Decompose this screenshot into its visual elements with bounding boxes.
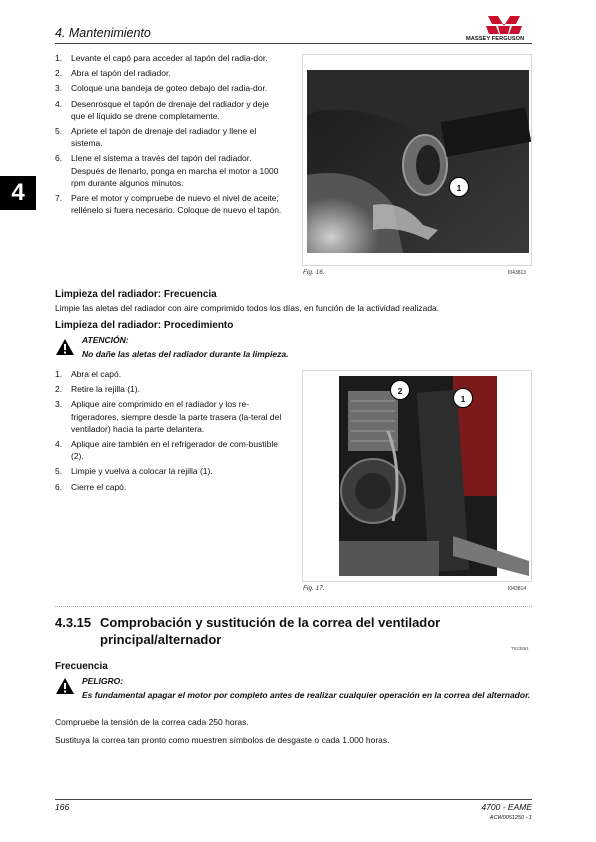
warning-text: No dañe las aletas del radiador durante la limpieza. bbox=[82, 349, 289, 359]
danger-triangle-icon bbox=[55, 677, 75, 695]
document-code: ACW0051250 - 1 bbox=[489, 815, 532, 821]
callout-marker: 1 bbox=[449, 177, 469, 197]
figure-id: I043814 bbox=[508, 586, 527, 592]
radiator-cap-photo bbox=[303, 55, 531, 265]
list-item: 6. Llene el sistema a través del tapón del radiador. Después de llenarlo, ponga en marcha el motor a 1000 rpm durante algunos minutos. bbox=[55, 153, 279, 188]
list-item: 4. Aplique aire también en el refrigerador de com-bustible (2). bbox=[55, 439, 278, 462]
section-title-text: Comprobación y sustitución de la correa del ventilador principal/alternador bbox=[100, 615, 441, 647]
callout-marker: 2 bbox=[390, 380, 410, 400]
callout-marker: 1 bbox=[453, 388, 473, 408]
document-title: 4700 - EAME bbox=[481, 802, 532, 812]
radiator-grille-photo bbox=[303, 371, 531, 581]
cleaning-frequency-heading: Limpieza del radiador: Frecuencia bbox=[55, 289, 217, 300]
cleaning-procedure-heading: Limpieza del radiador: Procedimiento bbox=[55, 320, 234, 331]
footer-divider bbox=[55, 799, 532, 800]
paragraph: Compruebe la tensión de la correa cada 250 horas. bbox=[55, 717, 249, 727]
brand-name: MASSEY FERGUSON bbox=[466, 36, 525, 42]
header-divider bbox=[55, 43, 532, 44]
figure-caption: Fig. 16. bbox=[303, 269, 325, 276]
list-item: 1. Abra el capó. bbox=[55, 369, 122, 379]
reference-id: T023861 bbox=[511, 646, 529, 651]
section-title: 4. Mantenimiento bbox=[55, 26, 151, 40]
list-item: 4. Desenrosque el tapón de drenaje del radiador y deje que el líquido se drene completamente. bbox=[55, 98, 269, 121]
list-item: 7. Pare el motor y compruebe de nuevo el nivel de aceite; rellénelo si fuera necesario. Coloque de nuevo el tapón. bbox=[55, 193, 282, 216]
figure-17-frame bbox=[302, 370, 532, 582]
figure-caption: Fig. 17. bbox=[303, 585, 325, 592]
list-item: 2. Retire la rejilla (1). bbox=[55, 384, 140, 395]
cleaning-frequency-text: Limpie las aletas del radiador con aire comprimido todos los días, en función de la actividad realizada. bbox=[55, 303, 440, 313]
refill-steps-list bbox=[55, 52, 283, 219]
danger-label: PELIGRO: bbox=[82, 676, 124, 686]
list-item: 2. Abra el tapón del radiador. bbox=[55, 68, 171, 79]
list-item: 3. Coloque una bandeja de goteo debajo del radia-dor. bbox=[55, 83, 268, 94]
list-item: 6. Cierre el capó. bbox=[55, 481, 127, 492]
danger-text: Es fundamental apagar el motor por completo antes de realizar cualquier operación en la correa del alternador. bbox=[82, 690, 531, 700]
warning-triangle-icon bbox=[55, 338, 75, 356]
list-item: 5. Apriete el tapón de drenaje del radiador y llene el sistema. bbox=[55, 126, 257, 149]
page-number: 166 bbox=[55, 802, 70, 812]
cleaning-steps-list bbox=[55, 368, 283, 496]
list-item: 1. Levante el capó para acceder al tapón del radia-dor. bbox=[55, 53, 268, 63]
chapter-tab: 4 bbox=[0, 176, 36, 210]
warning-label: ATENCIÓN: bbox=[82, 335, 129, 345]
section-divider bbox=[55, 606, 532, 607]
figure-id: I043813 bbox=[508, 270, 527, 276]
section-number: 4.3.15 bbox=[55, 615, 92, 630]
list-item: 3. Aplique aire comprimido en el radiador y los re-frigeradores, siempre desde la parte trasera (la-teral del ventilador) hacia la parte delantera. bbox=[55, 399, 282, 434]
figure-16-frame bbox=[302, 54, 532, 266]
list-item: 5. Limpie y vuelva a colocar la rejilla (1). bbox=[55, 466, 213, 477]
section-heading bbox=[55, 614, 530, 650]
frequency-heading: Frecuencia bbox=[55, 661, 108, 672]
paragraph: Sustituya la correa tan pronto como muestren símbolos de desgaste o cada 1.000 horas. bbox=[55, 735, 390, 745]
